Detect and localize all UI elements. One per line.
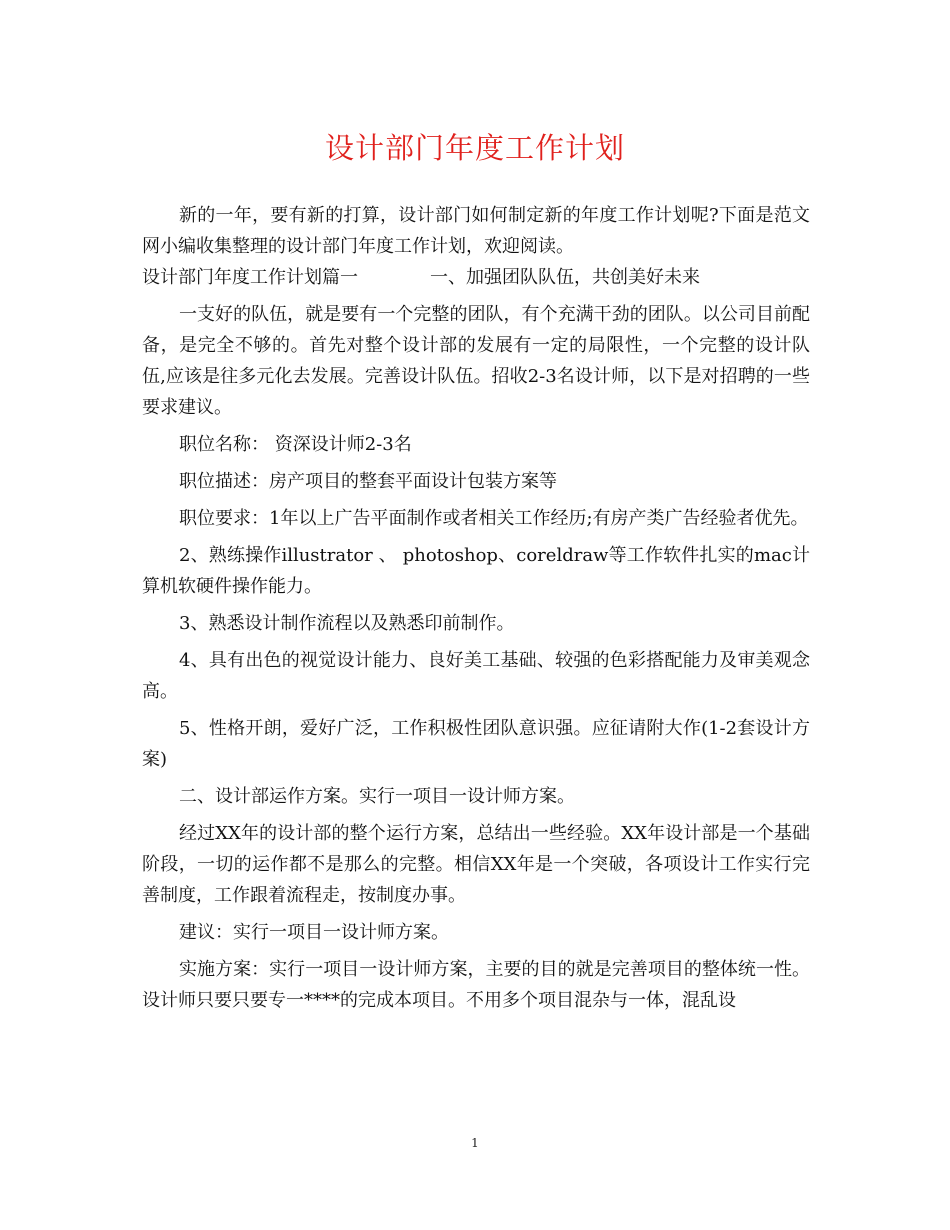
requirement-item-4: 4、具有出色的视觉设计能力、良好美工基础、较强的色彩搭配能力及审美观念高。 — [142, 650, 810, 702]
team-paragraph: 一支好的队伍，就是要有一个完整的团队，有个充满干劲的团队。以公司目前配备，是完全不够的。首先对整个设计部的发展有一定的局限性，一个完整的设计队伍,应该是往多元化去发展。完善设计队伍。招收2-3名设计师，以下是对招聘的一些要求建议。 — [142, 304, 810, 418]
document-body — [142, 200, 810, 1022]
page-number: 1 — [471, 1136, 479, 1150]
implementation-paragraph: 实施方案：实行一项目一设计师方案，主要的目的就是完善项目的整体统一性。设计师只要只要专一****的完成本项目。不用多个项目混杂与一体，混乱设 — [142, 959, 810, 1011]
job-requirement-paragraph: 职位要求：1年以上广告平面制作或者相关工作经历;有房产类广告经验者优先。 — [179, 508, 809, 529]
requirement-item-2: 2、熟练操作illustrator 、 photoshop、coreldraw等工作软件扎实的mac计算机软硬件操作能力。 — [142, 545, 810, 597]
job-description-line: 职位描述：房产项目的整套平面设计包装方案等 — [179, 471, 557, 492]
experience-paragraph: 经过XX年的设计部的整个运行方案，总结出一些经验。XX年设计部是一个基础阶段，一切的运作都不是那么的完整。相信XX年是一个突破，各项设计工作实行完善制度，工作跟着流程走，按制度办事。 — [142, 823, 810, 906]
section-two-heading: 二、设计部运作方案。实行一项目一设计师方案。 — [179, 786, 575, 807]
requirement-item-5: 5、性格开朗，爱好广泛，工作积极性团队意识强。应征请附大作(1-2套设计方案) — [142, 718, 810, 770]
section-heading-line: 设计部门年度工作计划篇一 一、加强团队队伍，共创美好未来 — [142, 267, 700, 288]
job-title-line: 职位名称： 资深设计师2-3名 — [179, 434, 412, 455]
suggestion-line: 建议：实行一项目一设计师方案。 — [179, 922, 449, 943]
intro-paragraph: 新的一年，要有新的打算，设计部门如何制定新的年度工作计划呢?下面是范文网小编收集整理的设计部门年度工作计划，欢迎阅读。 — [142, 205, 810, 257]
page-title: 设计部门年度工作计划 — [324, 131, 625, 165]
requirement-item-3: 3、熟悉设计制作流程以及熟悉印前制作。 — [179, 613, 515, 634]
